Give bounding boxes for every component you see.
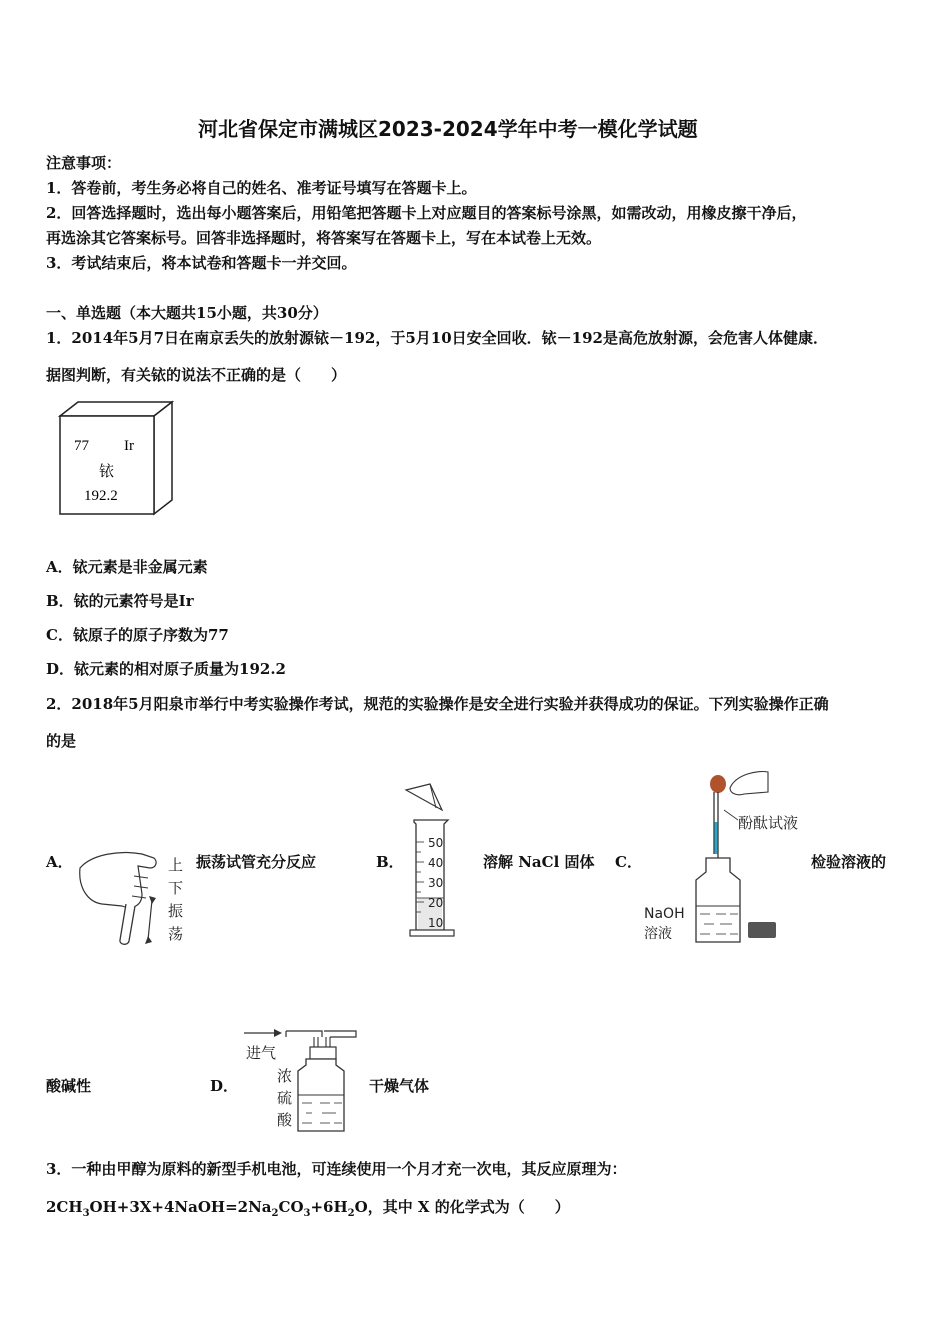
q1-option-b[interactable]: B．铱的元素符号是Ir	[46, 592, 194, 610]
q2-option-c-text-cont[interactable]: 酸碱性	[46, 1077, 92, 1095]
eq-sub: 2	[347, 1208, 355, 1219]
q1-option-c[interactable]: C．铱原子的原子序数为77	[46, 626, 229, 644]
measuring-cylinder-figure	[400, 780, 470, 945]
notice-item-2: 2．回答选择题时，选出每小题答案后，用铅笔把答题卡上对应题目的答案标号涂黑，如需改动，用橡皮擦干净后，	[46, 204, 807, 222]
q2-option-c-letter[interactable]: C．	[615, 853, 642, 871]
label-up: 上	[168, 856, 184, 874]
label-shake-2: 荡	[168, 925, 184, 943]
acid-label-3: 酸	[277, 1111, 293, 1129]
notice-item-1: 1．答卷前，考生务必将自己的姓名、准考证号填写在答题卡上。	[46, 179, 477, 197]
q2-option-a-text[interactable]: 振荡试管充分反应	[196, 853, 317, 871]
q1-option-a[interactable]: A．铱元素是非金属元素	[46, 558, 208, 576]
q1-option-d[interactable]: D．铱元素的相对原子质量为192.2	[46, 660, 286, 678]
q1-stem-cont: 据图判断，有关铱的说法不正确的是（ ）	[46, 366, 347, 384]
q2-stem-cont: 的是	[46, 732, 77, 750]
mark-20: 20	[428, 896, 444, 910]
q2-option-a-letter[interactable]: A．	[46, 853, 73, 871]
eq-sub: 2	[271, 1208, 279, 1219]
atomic-number: 77	[74, 438, 89, 454]
mark-50: 50	[428, 836, 444, 850]
iridium-element-card	[52, 398, 180, 520]
section-heading: 一、单选题（本大题共15小题，共30分）	[46, 304, 328, 322]
notice-item-3: 3．考试结束后，将本试卷和答题卡一并交回。	[46, 254, 357, 272]
element-symbol: Ir	[124, 438, 134, 454]
acid-label-2: 硫	[277, 1089, 293, 1107]
naoh-label: NaOH	[644, 906, 685, 922]
acid-label-1: 浓	[277, 1067, 293, 1085]
element-name: 铱	[99, 462, 115, 480]
q3-stem: 3．一种由甲醇为原料的新型手机电池，可连续使用一个月才充一次电，其反应原理为：	[46, 1160, 627, 1178]
eq-part: 2CH	[46, 1198, 83, 1216]
q1-stem: 1．2014年5月7日在南京丢失的放射源铱－192，于5月10日安全回收．铱－192是高危放射源，会危害人体健康．	[46, 329, 828, 347]
indicator-label: 酚酞试液	[738, 814, 799, 832]
label-shake-1: 振	[168, 902, 184, 920]
atomic-mass: 192.2	[84, 488, 118, 504]
mark-10: 10	[428, 916, 444, 930]
q2-option-d-letter[interactable]: D．	[210, 1077, 239, 1095]
q2-option-b-text[interactable]: 溶解 NaCl 固体	[483, 853, 595, 871]
inlet-label: 进气	[246, 1044, 277, 1062]
eq-sub: 3	[82, 1208, 90, 1219]
eq-part: OH+3X+4NaOH=2Na	[89, 1198, 272, 1216]
mark-30: 30	[428, 876, 444, 890]
eq-part: CO	[278, 1198, 304, 1216]
eq-part: O，其中 X 的化学式为（ ）	[354, 1198, 570, 1216]
q3-equation	[46, 1196, 570, 1219]
eq-part: +6H	[310, 1198, 348, 1216]
q2-stem: 2．2018年5月阳泉市举行中考实验操作考试，规范的实验操作是安全进行实验并获得成功的保证。下列实验操作正确	[46, 695, 829, 713]
notice-item-2-cont: 再选涂其它答案标号。回答非选择题时，将答案写在答题卡上，写在本试卷上无效。	[46, 229, 602, 247]
page-title: 河北省保定市满城区2023-2024学年中考一模化学试题	[198, 117, 698, 141]
mark-40: 40	[428, 856, 444, 870]
q2-option-c-text[interactable]: 检验溶液的	[811, 853, 887, 871]
phenolphthalein-test-figure	[640, 762, 810, 950]
eq-sub: 3	[303, 1208, 311, 1219]
notice-heading: 注意事项：	[46, 154, 122, 172]
q2-option-d-text[interactable]: 干燥气体	[369, 1077, 430, 1095]
gas-drying-bottle-figure	[240, 1025, 365, 1135]
q2-option-b-letter[interactable]: B．	[376, 853, 404, 871]
shaking-test-tube-figure	[72, 848, 192, 948]
label-down: 下	[168, 879, 184, 897]
solution-label: 溶液	[644, 926, 672, 942]
